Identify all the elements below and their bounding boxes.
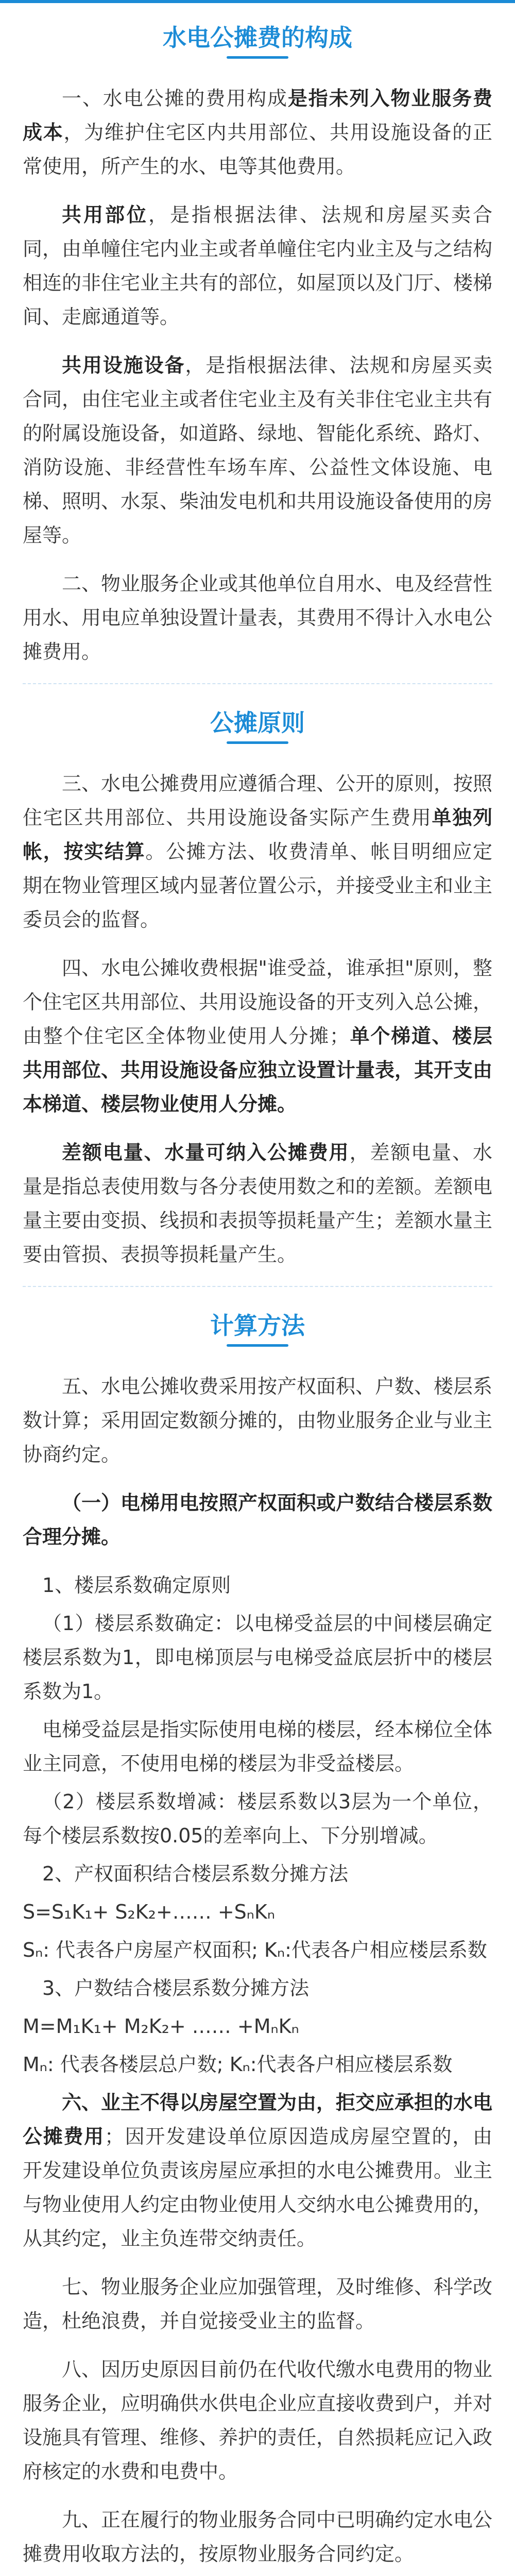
top-accent-bar: [0, 0, 515, 3]
title-underline: [227, 1344, 288, 1347]
methods-paragraph-5: 五、水电公摊收费采用按产权面积、户数、楼层系数计算；采用固定数额分摊的，由物业服务企业与业主协商约定。: [23, 1375, 493, 1466]
item-3-heading: 3、户数结合楼层系数分摊方法: [42, 1977, 310, 1999]
composition-paragraph-2: 共用部位，是指根据法律、法规和房屋买卖合同，由单幢住宅内业主或者单幢住宅内业主及与之结构相连的非住宅业主共有的部位，如屋顶以及门厅、楼梯间、走廊通道等。: [23, 204, 493, 328]
principles-paragraph-3: 差额电量、水量可纳入公摊费用，差额电量、水量是指总表使用数与各分表使用数之和的差额。差额电量主要由变损、线损和表损等损耗量产生；差额水量主要由管损、表损等损耗量产生。: [23, 1141, 493, 1266]
formula-households-note: Mₙ: 代表各楼层总户数; Kₙ:代表各户相应楼层系数: [23, 2053, 453, 2076]
item-1-2: 电梯受益层是指实际使用电梯的楼层，经本梯位全体业主同意，不使用电梯的楼层为非受益楼层。: [23, 1718, 493, 1775]
section-title-principles: 公摊原则: [23, 700, 492, 746]
item-1-3: （2）楼层系数增减：楼层系数以3层为一个单位，每个楼层系数按0.05的差率向上、下分别增减。: [23, 1790, 492, 1847]
formula-households: M=M₁K₁+ M₂K₂+ …… +MₙKₙ: [23, 2015, 299, 2038]
methods-paragraph-6: 六、业主不得以房屋空置为由，拒交应承担的水电公摊费用；因开发建设单位原因造成房屋空置的，由开发建设单位负责该房屋应承担的水电公摊费用。业主与物业使用人约定由物业使用人交纳水电公摊费用的，从其约定，业主负连带交纳责任。: [23, 2091, 493, 2250]
title-underline: [227, 741, 288, 744]
principles-paragraph-1: 三、水电公摊费用应遵循合理、公开的原则，按照住宅区共用部位、共用设施设备实际产生费用单独列帐，按实结算。公摊方法、收费清单、帐目明细应定期在物业管理区域内显著位置公示，并接受业主和业主委员会的监督。: [23, 772, 493, 931]
section-divider: [23, 1286, 492, 1287]
principles-paragraph-2: 四、水电公摊收费根据"谁受益，谁承担"原则，整个住宅区共用部位、共用设施设备的开支列入总公摊，由整个住宅区全体物业使用人分摊；单个梯道、楼层共用部位、共用设施设备应独立设置计量表，其开支由本梯道、楼层物业使用人分摊。: [23, 957, 493, 1115]
title-underline: [227, 56, 288, 59]
methods-paragraph-9: 九、正在履行的物业服务合同中已明确约定水电公摊费用收取方法的，按原物业服务合同约定。: [23, 2509, 493, 2565]
composition-paragraph-1: 一、水电公摊的费用构成是指未列入物业服务费成本，为维护住宅区内共用部位、共用设施设备的正常使用，所产生的水、电等其他费用。: [23, 87, 492, 178]
composition-paragraph-3: 共用设施设备，是指根据法律、法规和房屋买卖合同，由住宅业主或者住宅业主及有关非住宅业主共有的附属设施设备，如道路、绿地、智能化系统、路灯、消防设施、非经营性车场车库、公益性文体设施、电梯、照明、水泵、柴油发电机和共用设施设备使用的房屋等。: [23, 354, 493, 547]
composition-paragraph-4: 二、物业服务企业或其他单位自用水、电及经营性用水、用电应单独设置计量表，其费用不得计入水电公摊费用。: [23, 572, 493, 663]
section-title-methods: 计算方法: [23, 1302, 492, 1349]
formula-area-note: Sₙ: 代表各户房屋产权面积; Kₙ:代表各户相应楼层系数: [23, 1939, 487, 1961]
methods-subheading-elevator: （一）电梯用电按照产权面积或户数结合楼层系数合理分摊。: [23, 1492, 493, 1548]
methods-paragraph-8: 八、因历史原因目前仍在代收代缴水电费用的物业服务企业，应明确供水供电企业应直接收费到户，并对设施具有管理、维修、养护的责任，自然损耗应记入政府核定的水费和电费中。: [23, 2358, 493, 2483]
formula-area: S=S₁K₁+ S₂K₂+…… +SₙKₙ: [23, 1901, 275, 1923]
section-divider: [23, 683, 492, 684]
item-1-heading: 1、楼层系数确定原则: [42, 1574, 231, 1597]
item-2-heading: 2、产权面积结合楼层系数分摊方法: [42, 1862, 349, 1885]
item-1-1: （1）楼层系数确定：以电梯受益层的中间楼层确定楼层系数为1，即电梯顶层与电梯受益底层折中的楼层系数为1。: [23, 1612, 492, 1703]
methods-paragraph-7: 七、物业服务企业应加强管理，及时维修、科学改造，杜绝浪费，并自觉接受业主的监督。: [23, 2276, 493, 2332]
section-title-composition: 水电公摊费的构成: [23, 14, 492, 61]
